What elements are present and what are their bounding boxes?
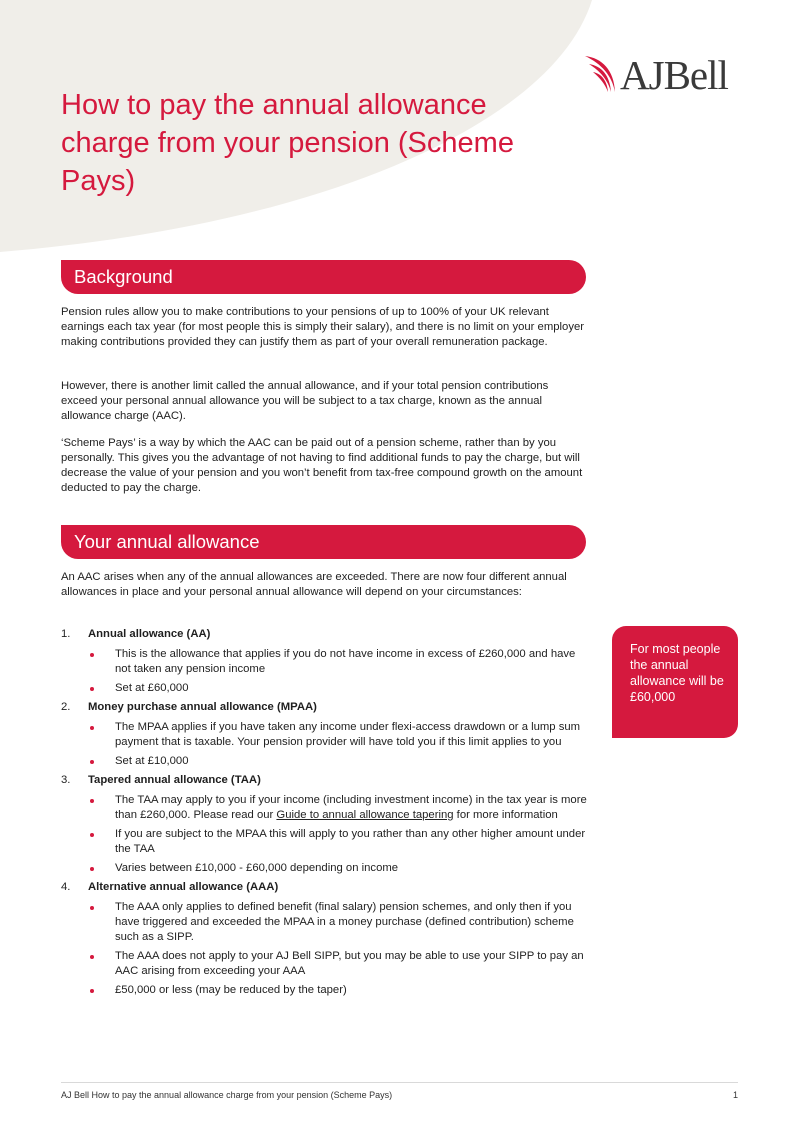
list-item-aa: [61, 627, 591, 696]
bullet-text-after-link: for more information: [453, 809, 558, 821]
bullet-item: Varies between £10,000 - £60,000 depending on income: [88, 861, 591, 876]
bullet-item: This is the allowance that applies if you do not have income in excess of £260,000 and have not taken any pension income: [88, 647, 591, 677]
background-paragraph-3: ‘Scheme Pays’ is a way by which the AAC can be paid out of a pension scheme, rather than by you personally. This gives you the advantage of not having to find additional funds to pay the charge, but will decrease the value of your pension and you won’t benefit from tax-free compound growth on the amount deducted to pay the charge.: [61, 437, 583, 494]
background-paragraph-1: Pension rules allow you to make contributions to your pensions of up to 100% of your UK relevant earnings each tax year (for most people this is simply their salary), and there is no limit on your employer making contributions provided they can justify them as part of your overall remuneration package.: [61, 306, 585, 348]
section-heading-background: Background: [61, 260, 586, 294]
bullet-item: The MPAA applies if you have taken any income under flexi-access drawdown or a lump sum payment that is taxable. Your pension provider will have told you if this limit applies to you: [88, 720, 591, 750]
allowance-list: [61, 627, 591, 1002]
bullet-item: If you are subject to the MPAA this will apply to you rather than any other higher amount under the TAA: [88, 827, 591, 857]
list-item-mpaa: [61, 700, 591, 769]
list-number: 3.: [61, 774, 71, 786]
page-title: How to pay the annual allowance charge from your pension (Scheme Pays): [61, 89, 514, 197]
bullet-item: Set at £60,000: [88, 681, 591, 696]
section-heading-your-annual-allowance: Your annual allowance: [61, 525, 586, 559]
bullet-item: Set at £10,000: [88, 754, 591, 769]
list-item-title: Alternative annual allowance (AAA): [88, 881, 279, 893]
bullet-list: [88, 793, 591, 876]
logo-wordmark: AJBell: [620, 51, 728, 98]
guide-tapering-link[interactable]: Guide to annual allowance tapering: [276, 809, 454, 821]
list-number: 2.: [61, 701, 71, 713]
bullet-item: The AAA only applies to defined benefit (final salary) pension schemes, and only then if you have triggered and exceeded the MPAA in a money purchase (defined contribution) scheme such as a SIPP.: [88, 900, 591, 945]
background-paragraph-2: However, there is another limit called the annual allowance, and if your total pension contributions exceed your personal annual allowance you will be subject to a tax charge, known as the annual allowance charge (AAC).: [61, 380, 549, 422]
bullet-item: The AAA does not apply to your AJ Bell SIPP, but you may be able to use your SIPP to pay an AAC arising from exceeding your AAA: [88, 949, 591, 979]
allowance-intro: An AAC arises when any of the annual allowances are exceeded. There are now four different annual allowances in place and your personal annual allowance will depend on your circumstances:: [61, 571, 567, 598]
list-item-title: Annual allowance (AA): [88, 628, 211, 640]
bullet-item: £50,000 or less (may be reduced by the taper): [88, 983, 591, 998]
footer-divider: [61, 1082, 738, 1083]
list-item-title: Money purchase annual allowance (MPAA): [88, 701, 317, 713]
aj-bell-swoosh-icon: [582, 50, 622, 100]
bullet-text-before-link: The TAA may apply to you if your income (including investment income) in the tax year is more than £260,000. Please read our: [115, 794, 587, 821]
callout-box: For most people the annual allowance will be £60,000: [612, 626, 738, 738]
bullet-list: [88, 720, 591, 769]
list-item-aaa: [61, 880, 591, 998]
list-number: 1.: [61, 628, 71, 640]
bullet-list: [88, 647, 591, 696]
list-item-taa: [61, 773, 591, 876]
bullet-item-with-link: [88, 793, 591, 823]
footer-text: AJ Bell How to pay the annual allowance charge from your pension (Scheme Pays): [61, 1090, 393, 1100]
bullet-list: [88, 900, 591, 998]
list-item-title: Tapered annual allowance (TAA): [88, 774, 261, 786]
aj-bell-logo: [582, 50, 742, 100]
page-number: 1: [732, 1090, 738, 1100]
list-number: 4.: [61, 881, 71, 893]
